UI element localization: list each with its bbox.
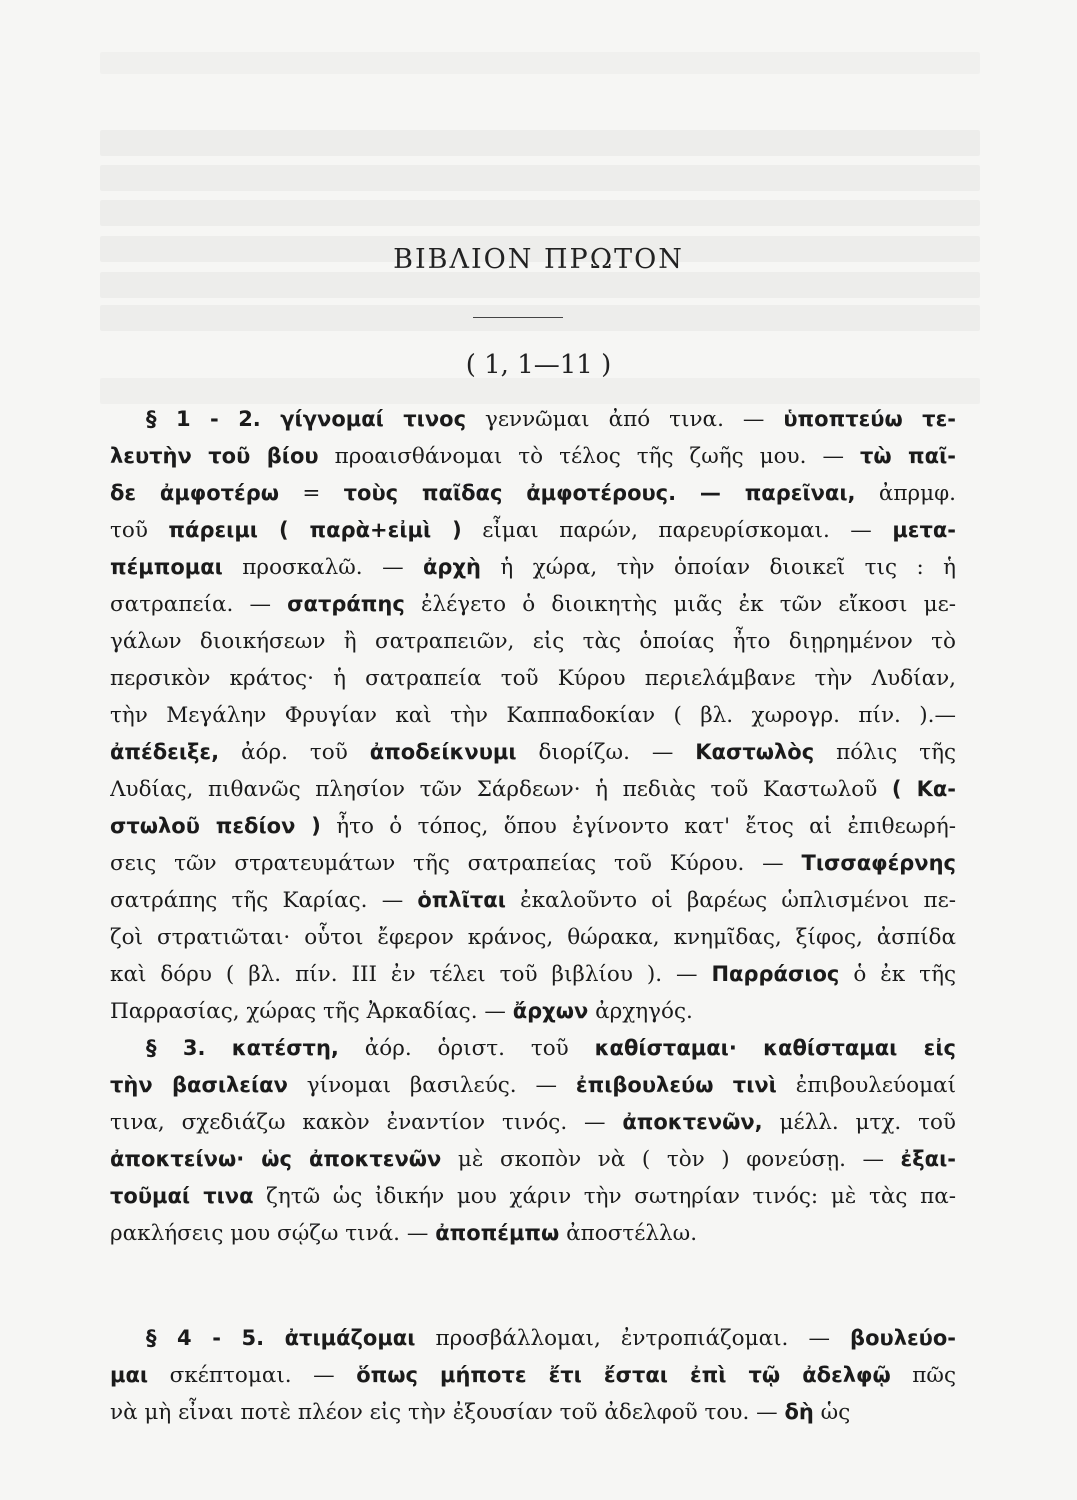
- text-line: [110, 845, 956, 882]
- headword: ὑποπτεύω τε-: [783, 407, 956, 431]
- headword: ἐξαι-: [900, 1147, 956, 1171]
- gloss-text: =: [279, 481, 344, 506]
- gloss-text: νὰ μὴ εἶναι ποτὲ πλέον εἰς τὴν ἐξουσίαν τοῦ ἀδελφοῦ του. —: [110, 1400, 785, 1425]
- bleed-through-line: [100, 52, 980, 74]
- text-line: [110, 623, 956, 660]
- gloss-text: σατραπεία. —: [110, 592, 288, 617]
- gloss-text: τινα, σχεδιάζω κακὸν ἐναντίον τινός. —: [110, 1110, 623, 1135]
- section-1-2: [110, 401, 956, 1030]
- gloss-text: ἀπρμφ.: [855, 481, 956, 506]
- text-line: [110, 882, 956, 919]
- gloss-text: προσβάλλομαι, ἐντροπιάζομαι. —: [415, 1326, 851, 1351]
- text-line: [110, 1320, 956, 1357]
- gloss-text: ὁ ἐκ τῆς: [839, 962, 956, 987]
- text-line: [110, 586, 956, 623]
- headword: Καστωλὸς: [695, 740, 815, 764]
- gloss-text: ἀόρ. τοῦ: [219, 740, 370, 765]
- headword: ὁπλῖται: [417, 888, 506, 912]
- headword: ἀρχὴ: [423, 555, 481, 579]
- text-line: [110, 512, 956, 549]
- gloss-text: ἐκαλοῦντο οἱ βαρέως ὡπλισμένοι πε-: [505, 888, 956, 913]
- headword: σατράπης: [287, 592, 405, 616]
- gloss-text: προσκαλῶ. —: [222, 555, 423, 580]
- headword: μετα-: [892, 518, 956, 542]
- headword: § 3. κατέστη,: [146, 1036, 339, 1060]
- title-divider: [473, 317, 563, 318]
- chapter-title: ΒΙΒΛΙΟΝ ΠΡΩΤΟΝ: [393, 244, 684, 275]
- headword: ἀποδείκνυμι: [369, 740, 517, 764]
- headword: τοὺς παῖδας ἀμφοτέρους. — παρεῖναι,: [343, 481, 856, 505]
- gloss-text: προαισθάνομαι τὸ τέλος τῆς ζωῆς μου. —: [318, 444, 860, 469]
- gloss-text: σεις τῶν στρατευμάτων τῆς σατραπείας τοῦ Κύρου. —: [110, 851, 802, 876]
- gloss-text: πόλις τῆς: [814, 740, 956, 765]
- gloss-text: ρακλήσεις μου σῴζω τινά. —: [110, 1221, 436, 1246]
- gloss-text: ὡς: [813, 1400, 851, 1425]
- text-line: [110, 808, 956, 845]
- headword: § 1 - 2. γίγνομαί τινος: [146, 407, 467, 431]
- gloss-text: Παρρασίας, χώρας τῆς Ἀρκαδίας. —: [110, 999, 513, 1024]
- headword: βουλεύο-: [850, 1326, 956, 1350]
- headword: § 4 - 5. ἀτιμάζομαι: [146, 1326, 416, 1350]
- text-line: [110, 1030, 956, 1067]
- text-line: [110, 1141, 956, 1178]
- gloss-text: ἦτο ὁ τόπος, ὅπου ἐγίνοντο κατ' ἔτος αἱ ἐπιθεωρή-: [320, 814, 956, 839]
- headword: ὅπως μήποτε ἔτι ἔσται ἐπὶ τῷ ἀδελφῷ: [356, 1363, 891, 1387]
- headword: δε ἀμφοτέρω: [110, 481, 280, 505]
- headword: ἄρχων: [512, 999, 589, 1023]
- gloss-text: σκέπτομαι. —: [148, 1363, 357, 1388]
- gloss-text: ἐπιβουλεύομαί: [776, 1073, 956, 1098]
- text-line: [110, 993, 956, 1030]
- gloss-text: σατράπης τῆς Καρίας. —: [110, 888, 418, 913]
- text-line: [110, 438, 956, 475]
- gloss-text: τὴν Μεγάλην Φρυγίαν καὶ τὴν Καππαδοκίαν ( βλ. χωρογρ. πίν. ).—: [110, 703, 956, 728]
- headword: ἀποπέμπω: [435, 1221, 560, 1245]
- gloss-text: τοῦ: [110, 518, 169, 543]
- text-line: [110, 771, 956, 808]
- text-line: [110, 1215, 956, 1252]
- text-line: [110, 956, 956, 993]
- headword: ἀποκτενῶν,: [622, 1110, 763, 1134]
- headword: μαι: [110, 1363, 149, 1387]
- headword: καθίσταμαι· καθίσταμαι εἰς: [594, 1036, 956, 1060]
- gloss-text: γεννῶμαι ἀπό τινα. —: [466, 407, 784, 432]
- headword: δὴ: [784, 1400, 814, 1424]
- gloss-text: γίνομαι βασιλεύς. —: [287, 1073, 576, 1098]
- text-line: [110, 475, 956, 512]
- text-line: [110, 1067, 956, 1104]
- headword: στωλοῦ πεδίον ): [110, 814, 321, 838]
- bleed-through-line: [100, 165, 980, 191]
- text-line: [110, 549, 956, 586]
- gloss-text: ἀρχηγός.: [588, 999, 693, 1024]
- gloss-text: ἀόρ. ὁριστ. τοῦ: [338, 1036, 595, 1061]
- text-line: [110, 660, 956, 697]
- bleed-through-line: [100, 130, 980, 156]
- headword: τὴν βασιλείαν: [110, 1073, 288, 1097]
- section-3: [110, 1030, 956, 1252]
- bleed-through-line: [100, 272, 980, 298]
- headword: Παρράσιος: [711, 962, 840, 986]
- gloss-text: ζητῶ ὡς ἰδικήν μου χάριν τὴν σωτηρίαν τινός: μὲ τὰς πα-: [253, 1184, 956, 1209]
- gloss-text: ἐλέγετο ὁ διοικητὴς μιᾶς ἐκ τῶν εἴκοσι με-: [404, 592, 956, 617]
- headword: ἐπιβουλεύω τινὶ: [575, 1073, 777, 1097]
- text-line: [110, 1357, 956, 1394]
- headword: ( Κα-: [891, 777, 956, 801]
- gloss-text: πῶς: [890, 1363, 956, 1388]
- headword: τοῦμαί τινα: [110, 1184, 254, 1208]
- chapter-range: ( 1, 1—11 ): [465, 350, 612, 380]
- gloss-text: περσικὸν κράτος· ἡ σατραπεία τοῦ Κύρου περιελάμβανε τὴν Λυδίαν,: [110, 666, 956, 691]
- gloss-text: εἶμαι παρών, παρευρίσκομαι. —: [461, 518, 893, 543]
- headword: πέμπομαι: [110, 555, 223, 579]
- bleed-through-line: [100, 200, 980, 226]
- headword: Τισσαφέρνης: [801, 851, 956, 875]
- gloss-text: ζοὶ στρατιῶται· οὗτοι ἔφερον κράνος, θώρακα, κνημῖδας, ξίφος, ἀσπίδα: [110, 925, 956, 950]
- section-4-5: [110, 1320, 956, 1431]
- gloss-text: διορίζω. —: [516, 740, 696, 765]
- text-line: [110, 1394, 956, 1431]
- gloss-text: ἡ χώρα, τὴν ὁποίαν διοικεῖ τις : ἡ: [480, 555, 956, 580]
- text-line: [110, 401, 956, 438]
- headword: πάρειμι ( παρὰ+εἰμὶ ): [168, 518, 462, 542]
- gloss-text: μέλλ. μτχ. τοῦ: [762, 1110, 956, 1135]
- headword: ἀπέδειξε,: [110, 740, 220, 764]
- text-line: [110, 919, 956, 956]
- gloss-text: καὶ δόρυ ( βλ. πίν. ΙΙΙ ἐν τέλει τοῦ βιβλίου ). —: [110, 962, 712, 987]
- headword: λευτὴν τοῦ βίου: [110, 444, 319, 468]
- text-line: [110, 697, 956, 734]
- gloss-text: ἀποστέλλω.: [559, 1221, 698, 1246]
- text-line: [110, 734, 956, 771]
- gloss-text: γάλων διοικήσεων ἢ σατραπειῶν, εἰς τὰς ὁποίας ἦτο διῃρημένον τὸ: [110, 629, 956, 654]
- gloss-text: Λυδίας, πιθανῶς πλησίον τῶν Σάρδεων· ἡ πεδιὰς τοῦ Καστωλοῦ: [110, 777, 892, 802]
- text-line: [110, 1104, 956, 1141]
- bleed-through-line: [100, 305, 980, 331]
- headword: τὼ παῖ-: [859, 444, 956, 468]
- text-line: [110, 1178, 956, 1215]
- headword: ἀποκτείνω· ὡς ἀποκτενῶν: [110, 1147, 442, 1171]
- gloss-text: μὲ σκοπὸν νὰ ( τὸν ) φονεύσῃ. —: [441, 1147, 901, 1172]
